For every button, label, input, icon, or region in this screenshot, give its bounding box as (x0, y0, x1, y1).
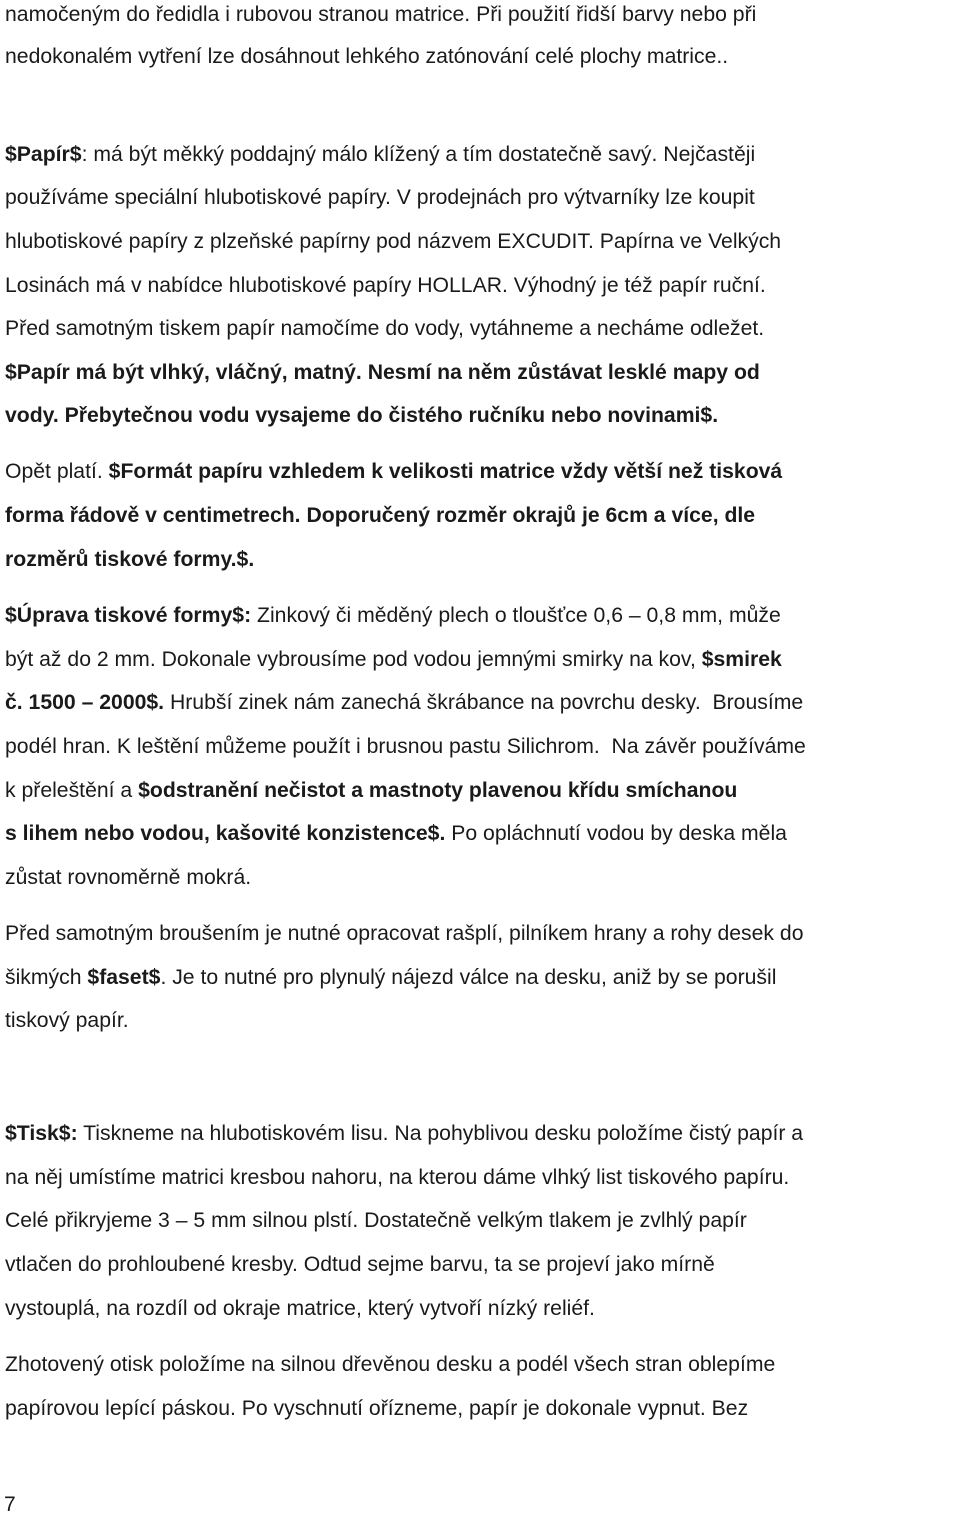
text-line (5, 360, 760, 386)
text-line (5, 503, 755, 529)
text-segment: hlubotiskové papíry z plzeňské papírny pod názvem EXCUDIT. Papírna ve Velkých (5, 230, 782, 253)
text-segment: nedokonalém vytření lze dosáhnout lehkého zatónování celé plochy matrice.. (5, 45, 729, 68)
page-number: 7 (4, 1493, 16, 1516)
text-segment: Zinkový či měděný plech o tloušťce 0,6 – 0,8 mm, může (251, 604, 781, 627)
text-segment: tiskový papír. (5, 1009, 129, 1032)
text-segment: . Je to nutné pro plynulý nájezd válce na desku, aniž by se porušil (160, 966, 777, 989)
text-segment: Celé přikryjeme 3 – 5 mm silnou plstí. Dostatečně velkým tlakem je zvlhlý papír (5, 1209, 747, 1232)
text-line (5, 821, 787, 847)
text-line (5, 273, 766, 299)
text-line (5, 647, 782, 673)
text-segment: podél hran. K leštění můžeme použít i brusnou pastu Silichrom. Na závěr používáme (5, 735, 806, 758)
text-segment: Losinách má v nabídce hlubotiskové papíry HOLLAR. Výhodný je též papír ruční. (5, 274, 766, 297)
text-segment: Zhotovený otisk položíme na silnou dřevěnou desku a podél všech stran oblepíme (5, 1353, 776, 1376)
text-segment: Hrubší zinek nám zanechá škrábance na povrchu desky. Brousíme (164, 691, 804, 714)
text-line (5, 547, 254, 573)
text-line (5, 229, 781, 255)
bold-text-segment: $Papír$ (5, 143, 82, 166)
bold-text-segment: $smirek (701, 648, 782, 671)
text-line (5, 316, 764, 342)
bold-text-segment: $Tisk$: (5, 1122, 78, 1145)
text-line (5, 2, 756, 28)
text-line (5, 921, 803, 947)
text-line (5, 1252, 715, 1278)
text-line (5, 459, 782, 485)
bold-text-segment: $Papír má být vlhký, vláčný, matný. Nesmí na něm zůstávat lesklé mapy od (5, 361, 760, 384)
text-line (5, 734, 806, 760)
text-line (5, 142, 755, 168)
text-line (5, 965, 776, 991)
text-segment: k přeleštění a (5, 779, 139, 802)
text-segment: : má být měkký poddajný málo klížený a tím dostatečně savý. Nejčastěji (81, 143, 756, 166)
bold-text-segment: $Úprava tiskové formy$: (5, 604, 252, 627)
text-segment: používáme speciální hlubotiskové papíry. V prodejnách pro výtvarníky lze koupit (5, 186, 755, 209)
text-segment: být až do 2 mm. Dokonale vybrousíme pod vodou jemnými smirky na kov, (5, 648, 702, 671)
text-segment: Před samotným broušením je nutné opracovat rašplí, pilníkem hrany a rohy desek do (5, 922, 804, 945)
bold-text-segment: s lihem nebo vodou, kašovité konzistence$. (5, 822, 446, 845)
text-segment: Tiskneme na hlubotiskovém lisu. Na pohyblivou desku položíme čistý papír a (77, 1122, 804, 1145)
text-line (5, 1296, 595, 1322)
text-segment: na něj umístíme matrici kresbou nahoru, na kterou dáme vlhký list tiskového papíru. (5, 1166, 790, 1189)
text-line (5, 865, 251, 891)
text-segment: šikmých (5, 966, 88, 989)
bold-text-segment: vody. Přebytečnou vodu vysajeme do čistého ručníku nebo novinami$. (5, 404, 719, 427)
text-segment: zůstat rovnoměrně mokrá. (5, 866, 252, 889)
text-segment: papírovou lepící páskou. Po vyschnutí ořízneme, papír je dokonale vypnut. Bez (5, 1397, 749, 1420)
bold-text-segment: forma řádově v centimetrech. Doporučený rozměr okrajů je 6cm a více, dle (5, 504, 756, 527)
text-line (5, 1165, 789, 1191)
bold-text-segment: $odstranění nečistot a mastnoty plavenou křídu smíchanou (138, 779, 738, 802)
text-segment: Opět platí. (5, 460, 109, 483)
text-segment: vystouplá, na rozdíl od okraje matrice, který vytvoří nízký reliéf. (5, 1297, 595, 1320)
text-line (5, 690, 803, 716)
bold-text-segment: č. 1500 – 2000$. (5, 691, 165, 714)
text-line (5, 1121, 803, 1147)
bold-text-segment: rozměrů tiskové formy.$. (5, 548, 255, 571)
text-line (5, 603, 781, 629)
text-line (5, 44, 728, 70)
bold-text-segment: $Formát papíru vzhledem k velikosti matrice vždy větší než tisková (108, 460, 783, 483)
text-segment: namočeným do ředidla i rubovou stranou matrice. Při použití řidší barvy nebo při (5, 3, 757, 26)
text-segment: vtlačen do prohloubené kresby. Odtud sejme barvu, ta se projeví jako mírně (5, 1253, 715, 1276)
text-segment: Před samotným tiskem papír namočíme do vody, vytáhneme a necháme odležet. (5, 317, 765, 340)
text-line (5, 403, 718, 429)
text-line (5, 185, 755, 211)
text-segment: Po opláchnutí vodou by deska měla (445, 822, 787, 845)
text-line (5, 1008, 129, 1034)
text-line (5, 1208, 747, 1234)
text-line (5, 1396, 748, 1422)
text-line (5, 778, 737, 804)
bold-text-segment: $faset$ (87, 966, 161, 989)
text-line (5, 1352, 775, 1378)
